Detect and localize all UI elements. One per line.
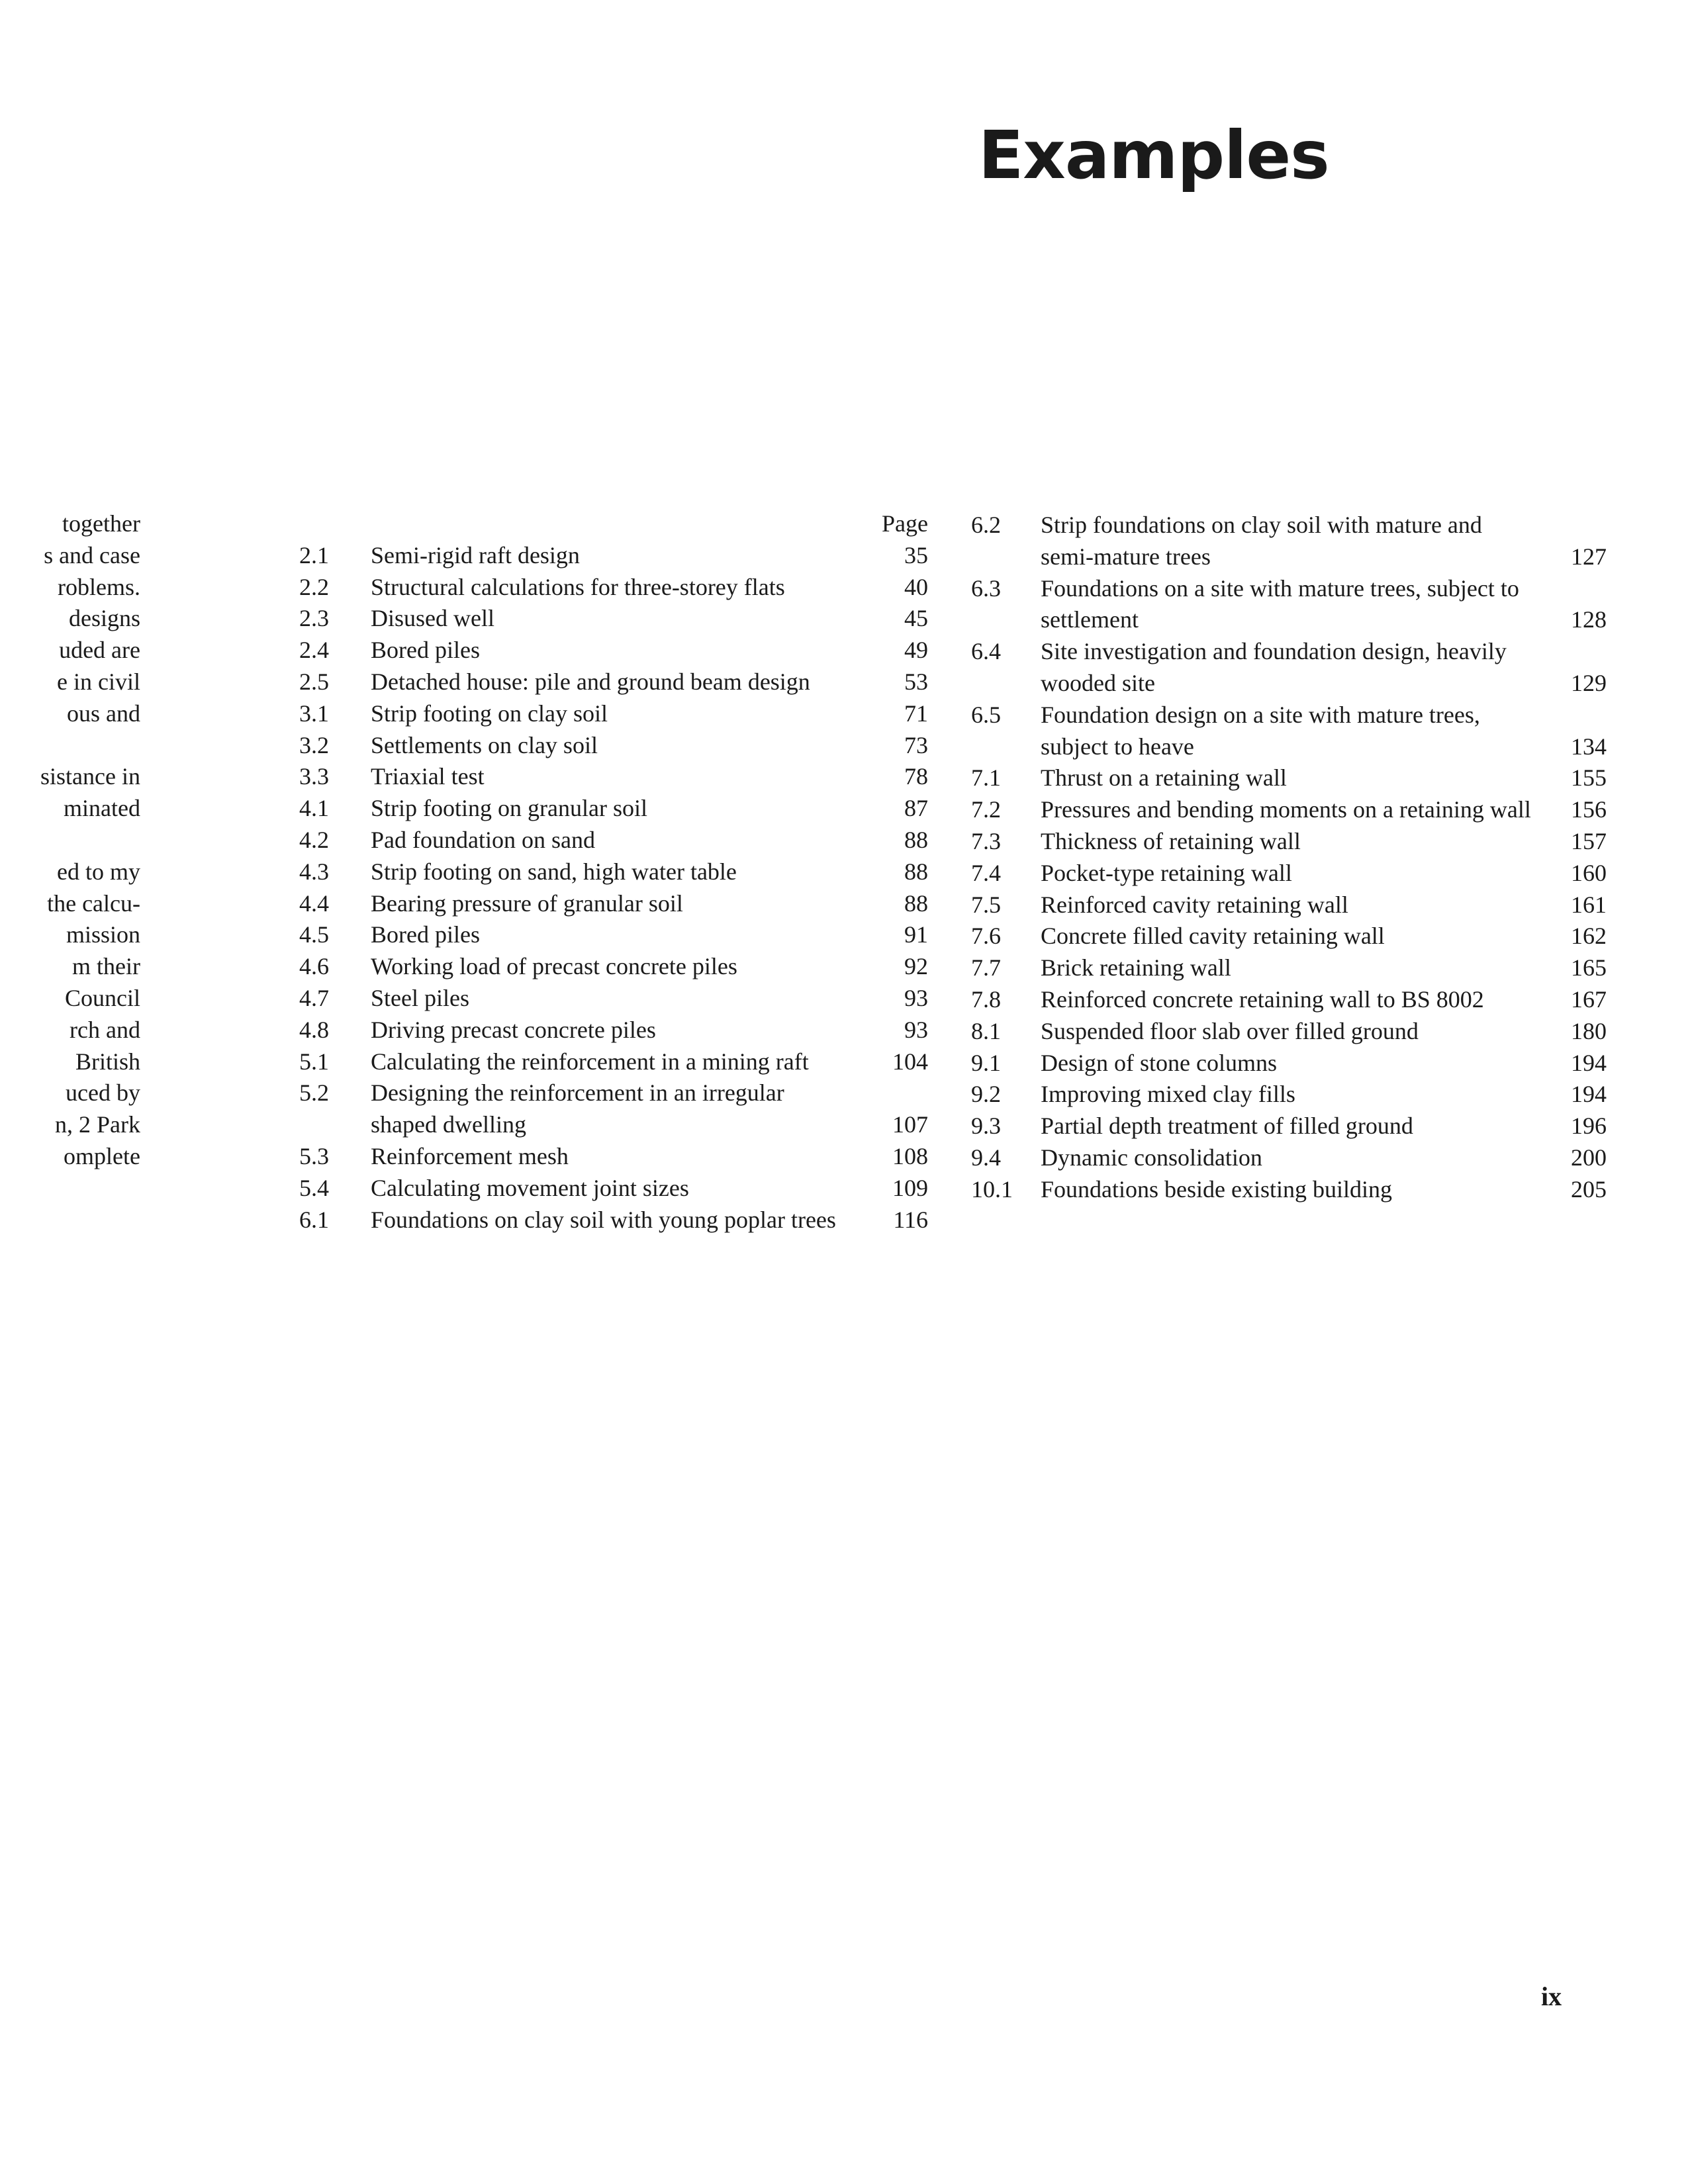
example-page-number: 88 bbox=[904, 858, 928, 885]
example-entry bbox=[963, 858, 1625, 889]
example-title: Brick retaining wall bbox=[1041, 954, 1231, 981]
example-entry bbox=[291, 793, 928, 825]
example-number: 7.1 bbox=[971, 764, 1001, 792]
example-title: Design of stone columns bbox=[1041, 1049, 1277, 1076]
example-number: 7.8 bbox=[971, 985, 1001, 1013]
example-title: Calculating the reinforcement in a mining raft bbox=[371, 1048, 809, 1075]
example-title: Suspended floor slab over filled ground bbox=[1041, 1017, 1419, 1044]
example-number: 4.3 bbox=[299, 858, 329, 885]
page-column-label: Page bbox=[882, 510, 928, 537]
example-number: 6.5 bbox=[971, 701, 1001, 728]
example-page-number: 78 bbox=[904, 763, 928, 790]
example-entry bbox=[291, 1173, 928, 1205]
example-page-number: 127 bbox=[1571, 543, 1607, 570]
example-page-number: 91 bbox=[904, 921, 928, 948]
example-number: 5.3 bbox=[299, 1142, 329, 1169]
gutter-line: uded are bbox=[59, 637, 140, 664]
example-entry bbox=[963, 700, 1625, 763]
example-title: Strip footing on granular soil bbox=[371, 795, 647, 822]
example-number: 4.7 bbox=[299, 984, 329, 1011]
example-page-number: 35 bbox=[904, 541, 928, 569]
example-title: Site investigation and foundation design, heavily wooded site bbox=[1041, 638, 1507, 696]
example-entry bbox=[291, 1015, 928, 1046]
example-entry bbox=[291, 698, 928, 730]
gutter-line: the calcu- bbox=[47, 889, 140, 917]
example-number: 10.1 bbox=[971, 1175, 1013, 1203]
example-title: Improving mixed clay fills bbox=[1041, 1081, 1295, 1108]
example-entry bbox=[291, 951, 928, 983]
example-number: 7.3 bbox=[971, 827, 1001, 854]
example-title: Foundations on a site with mature trees, subject to settlement bbox=[1041, 574, 1519, 633]
example-number: 9.1 bbox=[971, 1049, 1001, 1076]
example-title: Reinforcement mesh bbox=[371, 1142, 569, 1169]
example-entry bbox=[963, 762, 1625, 794]
example-title: Foundations beside existing building bbox=[1041, 1175, 1392, 1203]
example-page-number: 45 bbox=[904, 605, 928, 632]
example-entry bbox=[963, 636, 1625, 700]
example-title: Triaxial test bbox=[371, 763, 485, 790]
example-entry bbox=[963, 952, 1625, 984]
example-page-number: 107 bbox=[892, 1111, 928, 1138]
example-title: Pressures and bending moments on a retaining wall bbox=[1041, 796, 1531, 823]
example-page-number: 156 bbox=[1571, 796, 1607, 823]
example-entry bbox=[291, 1046, 928, 1078]
example-number: 3.2 bbox=[299, 731, 329, 758]
example-page-number: 87 bbox=[904, 795, 928, 822]
example-title: Disused well bbox=[371, 605, 494, 632]
example-number: 7.2 bbox=[971, 796, 1001, 823]
example-entry bbox=[963, 984, 1625, 1016]
example-number: 2.2 bbox=[299, 573, 329, 600]
example-entry bbox=[291, 603, 928, 635]
example-title: Driving precast concrete piles bbox=[371, 1016, 656, 1043]
example-page-number: 88 bbox=[904, 889, 928, 917]
example-entry bbox=[963, 573, 1625, 637]
example-entry bbox=[963, 1048, 1625, 1079]
example-page-number: 167 bbox=[1571, 985, 1607, 1013]
example-entry bbox=[963, 1111, 1625, 1142]
example-entry bbox=[291, 1141, 928, 1173]
example-page-number: 93 bbox=[904, 984, 928, 1011]
gutter-line: ed to my bbox=[57, 858, 140, 885]
facing-page-gutter-text bbox=[0, 508, 140, 1173]
example-entry bbox=[291, 666, 928, 698]
example-page-number: 134 bbox=[1571, 733, 1607, 760]
example-page-number: 92 bbox=[904, 953, 928, 980]
example-title: Partial depth treatment of filled ground bbox=[1041, 1113, 1413, 1140]
example-title: Steel piles bbox=[371, 984, 469, 1011]
example-page-number: 73 bbox=[904, 731, 928, 758]
gutter-line: roblems. bbox=[58, 573, 140, 600]
example-number: 5.1 bbox=[299, 1048, 329, 1075]
example-number: 4.2 bbox=[299, 826, 329, 853]
example-page-number: 71 bbox=[904, 700, 928, 727]
example-number: 9.4 bbox=[971, 1144, 1001, 1171]
example-title: Pocket-type retaining wall bbox=[1041, 859, 1292, 886]
example-page-number: 205 bbox=[1571, 1175, 1607, 1203]
example-title: Bored piles bbox=[371, 921, 480, 948]
example-entry bbox=[963, 510, 1625, 573]
example-title: Working load of precast concrete piles bbox=[371, 953, 737, 980]
page-title: Examples bbox=[978, 116, 1329, 194]
example-entry bbox=[291, 730, 928, 762]
gutter-line: m their bbox=[72, 953, 140, 980]
example-entry bbox=[963, 921, 1625, 952]
gutter-line: n, 2 Park bbox=[55, 1111, 140, 1138]
gutter-line: s and case bbox=[44, 541, 140, 569]
example-title: Structural calculations for three-storey flats bbox=[371, 573, 785, 600]
example-title: Designing the reinforcement in an irregular shaped dwelling bbox=[371, 1079, 784, 1138]
example-title: Strip footing on sand, high water table bbox=[371, 858, 737, 885]
example-page-number: 157 bbox=[1571, 827, 1607, 854]
example-page-number: 162 bbox=[1571, 923, 1607, 950]
example-page-number: 53 bbox=[904, 668, 928, 695]
gutter-line bbox=[0, 825, 140, 856]
example-title: Pad foundation on sand bbox=[371, 826, 595, 853]
example-number: 4.1 bbox=[299, 795, 329, 822]
example-entry bbox=[291, 572, 928, 604]
example-number: 6.4 bbox=[971, 638, 1001, 665]
example-title: Settlements on clay soil bbox=[371, 731, 598, 758]
example-entry bbox=[291, 919, 928, 951]
example-page-number: 108 bbox=[892, 1142, 928, 1169]
example-number: 6.1 bbox=[299, 1206, 329, 1233]
example-number: 2.4 bbox=[299, 637, 329, 664]
example-title: Dynamic consolidation bbox=[1041, 1144, 1262, 1171]
example-page-number: 49 bbox=[904, 637, 928, 664]
example-title: Thickness of retaining wall bbox=[1041, 827, 1301, 854]
example-entry bbox=[291, 983, 928, 1015]
example-number: 6.3 bbox=[971, 574, 1001, 602]
example-number: 4.5 bbox=[299, 921, 329, 948]
example-entry bbox=[963, 1142, 1625, 1174]
example-number: 2.1 bbox=[299, 541, 329, 569]
example-entry bbox=[963, 794, 1625, 826]
gutter-line bbox=[0, 730, 140, 762]
gutter-line: designs bbox=[69, 605, 140, 632]
example-title: Bored piles bbox=[371, 637, 480, 664]
example-page-number: 116 bbox=[893, 1206, 928, 1233]
gutter-line: Council bbox=[65, 984, 140, 1011]
gutter-line: omplete bbox=[64, 1142, 140, 1169]
gutter-line: uced by bbox=[66, 1079, 140, 1107]
example-entry bbox=[291, 1205, 928, 1236]
example-number: 7.6 bbox=[971, 923, 1001, 950]
gutter-line: together bbox=[62, 510, 140, 537]
example-page-number: 109 bbox=[892, 1174, 928, 1201]
example-title: Calculating movement joint sizes bbox=[371, 1174, 689, 1201]
example-entry bbox=[291, 888, 928, 920]
example-page-number: 194 bbox=[1571, 1049, 1607, 1076]
example-entry bbox=[963, 1079, 1625, 1111]
example-number: 5.2 bbox=[299, 1079, 329, 1107]
example-title: Strip footing on clay soil bbox=[371, 700, 608, 727]
example-page-number: 40 bbox=[904, 573, 928, 600]
example-number: 6.2 bbox=[971, 512, 1001, 538]
example-number: 7.7 bbox=[971, 954, 1001, 981]
example-title: Reinforced concrete retaining wall to BS 8002 bbox=[1041, 985, 1484, 1013]
example-entry bbox=[963, 1016, 1625, 1048]
gutter-line: British bbox=[75, 1048, 140, 1075]
example-entry bbox=[291, 825, 928, 856]
page-number: ix bbox=[1541, 1981, 1562, 2011]
example-entry bbox=[963, 826, 1625, 858]
example-number: 2.3 bbox=[299, 605, 329, 632]
example-page-number: 161 bbox=[1571, 891, 1607, 918]
example-title: Reinforced cavity retaining wall bbox=[1041, 891, 1348, 918]
gutter-line: minated bbox=[64, 795, 140, 822]
example-number: 4.8 bbox=[299, 1016, 329, 1043]
example-title: Semi-rigid raft design bbox=[371, 541, 580, 569]
example-number: 9.2 bbox=[971, 1081, 1001, 1108]
example-title: Thrust on a retaining wall bbox=[1041, 764, 1287, 792]
example-entry bbox=[291, 761, 928, 793]
example-title: Concrete filled cavity retaining wall bbox=[1041, 923, 1385, 950]
example-title: Detached house: pile and ground beam design bbox=[371, 668, 810, 695]
example-page-number: 160 bbox=[1571, 859, 1607, 886]
gutter-line: ous and bbox=[67, 700, 140, 727]
example-number: 3.3 bbox=[299, 763, 329, 790]
example-number: 3.1 bbox=[299, 700, 329, 727]
example-page-number: 88 bbox=[904, 826, 928, 853]
example-number: 5.4 bbox=[299, 1174, 329, 1201]
example-entry bbox=[963, 1174, 1625, 1206]
example-page-number: 129 bbox=[1571, 669, 1607, 696]
example-page-number: 155 bbox=[1571, 764, 1607, 792]
example-title: Foundation design on a site with mature trees, subject to heave bbox=[1041, 701, 1480, 760]
gutter-line: rch and bbox=[70, 1016, 140, 1043]
examples-list-right bbox=[963, 510, 1625, 1206]
example-entry bbox=[963, 889, 1625, 921]
example-page-number: 165 bbox=[1571, 954, 1607, 981]
example-number: 2.5 bbox=[299, 668, 329, 695]
gutter-line: mission bbox=[66, 921, 140, 948]
example-entry bbox=[291, 856, 928, 888]
example-page-number: 180 bbox=[1571, 1017, 1607, 1044]
example-number: 8.1 bbox=[971, 1017, 1001, 1044]
example-number: 7.4 bbox=[971, 859, 1001, 886]
example-number: 7.5 bbox=[971, 891, 1001, 918]
example-page-number: 93 bbox=[904, 1016, 928, 1043]
example-entry bbox=[291, 635, 928, 666]
example-title: Bearing pressure of granular soil bbox=[371, 889, 683, 917]
example-number: 9.3 bbox=[971, 1113, 1001, 1140]
example-page-number: 128 bbox=[1571, 606, 1607, 633]
example-page-number: 194 bbox=[1571, 1081, 1607, 1108]
example-title: Foundations on clay soil with young poplar trees bbox=[371, 1206, 836, 1233]
example-number: 4.4 bbox=[299, 889, 329, 917]
gutter-line: sistance in bbox=[40, 763, 140, 790]
example-entry bbox=[291, 540, 928, 572]
example-entry bbox=[291, 1077, 928, 1141]
example-title: Strip foundations on clay soil with mature and semi-mature trees bbox=[1041, 512, 1482, 570]
gutter-line: e in civil bbox=[57, 668, 140, 695]
example-page-number: 104 bbox=[892, 1048, 928, 1075]
example-page-number: 200 bbox=[1571, 1144, 1607, 1171]
examples-list-left bbox=[291, 508, 928, 1236]
example-page-number: 196 bbox=[1571, 1113, 1607, 1140]
example-number: 4.6 bbox=[299, 953, 329, 980]
